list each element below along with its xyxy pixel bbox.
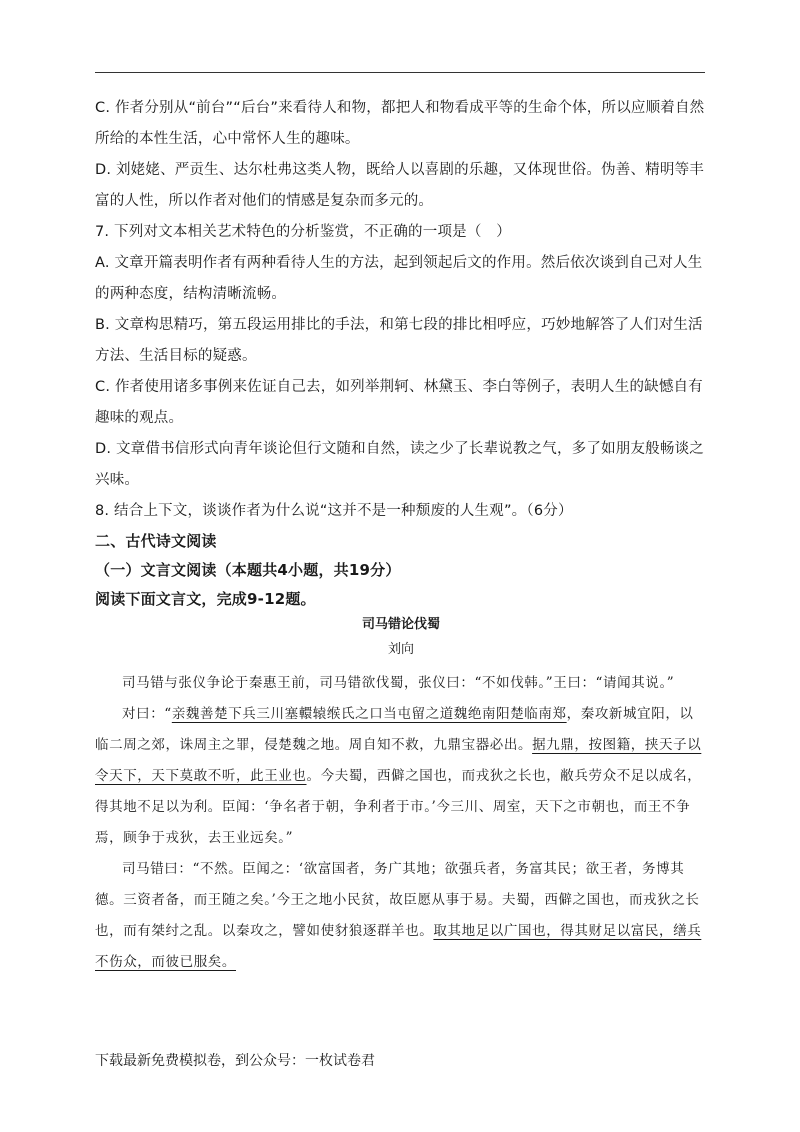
section-heading: 二、古代诗文阅读 [95, 532, 217, 550]
passage-paragraph-2 [95, 699, 707, 854]
p2-end: 。今夫蜀，西僻之国也，而戎狄之长也，敝兵劳众不足以成名，得其地不足以为利。臣闻：‘争名者于朝，争利者于市。’今三川、周室，天下之市朝也，而王不争焉，顾争于戎狄，去王业远矣。” [95, 768, 702, 846]
p2-middle: ，秦攻新城宜阳，以临二周之郊，诛周主之罪，侵楚魏之地。周自知不救，九鼎宝器必出。 [95, 706, 694, 753]
p3-underlined-sentence: 取其地足以广国也，得其财足以富民，缮兵不伤众，而彼已服矣。 [95, 923, 702, 970]
passage-paragraph-1: 司马错与张仪争论于秦惠王前，司马错欲伐蜀，张仪曰：“不如伐韩。”王曰：“请闻其说。” [122, 675, 675, 691]
question-options-block [95, 93, 707, 614]
classical-passage [95, 606, 707, 978]
p3-body: 司马错曰：“不然。臣闻之：‘欲富国者，务广其地；欲强兵者，务富其民；欲王者，务博其德。三资者备，而王随之矣。’今王之地小民贫，故臣愿从事于易。夫蜀，西僻之国也，而戎狄之长也，而有桀纣之乱。以秦攻之，譬如使豺狼逐群羊也。 [95, 861, 700, 939]
question-7: 7. 下列对文本相关艺术特色的分析鉴赏，不正确的一项是（ ） [95, 224, 511, 240]
passage-author: 刘向 [387, 642, 414, 657]
question-8: 8. 结合上下文，谈谈作者为什么说“这并不是一种颓废的人生观”。（6分） [95, 503, 573, 519]
q6-option-d: D. 刘姥姥、严贡生、达尔杜弗这类人物，既给人以喜剧的乐趣，又体现世俗。伪善、精明等丰富的人性，所以作者对他们的情感是复杂而多元的。 [95, 162, 704, 209]
q7-option-c: C. 作者使用诸多事例来佐证自己去，如列举荆轲、林黛玉、李白等例子，表明人生的缺憾自有趣味的观点。 [95, 379, 703, 426]
footer-note: 下载最新免费模拟卷，到公众号：一枚试卷君 [95, 1053, 375, 1069]
section-subheading: （一）文言文阅读（本题共4小题，共19分） [95, 561, 401, 579]
p2-underlined-sentence-1: 亲魏善楚下兵三川塞轘辕缑氏之口当屯留之道魏绝南阳楚临南郑 [171, 706, 567, 722]
q7-option-a: A. 文章开篇表明作者有两种看待人生的方法，起到领起后文的作用。然后依次谈到自己对人生的两种态度，结构清晰流畅。 [95, 255, 703, 302]
passage-title: 司马错论伐蜀 [361, 617, 440, 632]
q7-option-d: D. 文章借书信形式向青年谈论但行文随和自然，读之少了长辈说教之气，多了如朋友般畅谈之兴味。 [95, 441, 704, 488]
passage-paragraph-3 [95, 854, 707, 978]
q7-option-b: B. 文章构思精巧，第五段运用排比的手法，和第七段的排比相呼应，巧妙地解答了人们对生活方法、生活目标的疑惑。 [95, 317, 703, 364]
p2-lead: 对曰：“ [122, 706, 172, 722]
q6-option-c: C. 作者分别从“前台”“后台”来看待人和物，都把人和物看成平等的生命个体，所以应顺着自然所给的本性生活，心中常怀人生的趣味。 [95, 100, 705, 147]
p2-underlined-sentence-2: 据九鼎，按图籍，挟天子以令天下，天下莫敢不听，此王业也 [95, 737, 702, 784]
header-rule [95, 72, 705, 73]
section-instruction: 阅读下面文言文，完成9-12题。 [95, 590, 316, 608]
